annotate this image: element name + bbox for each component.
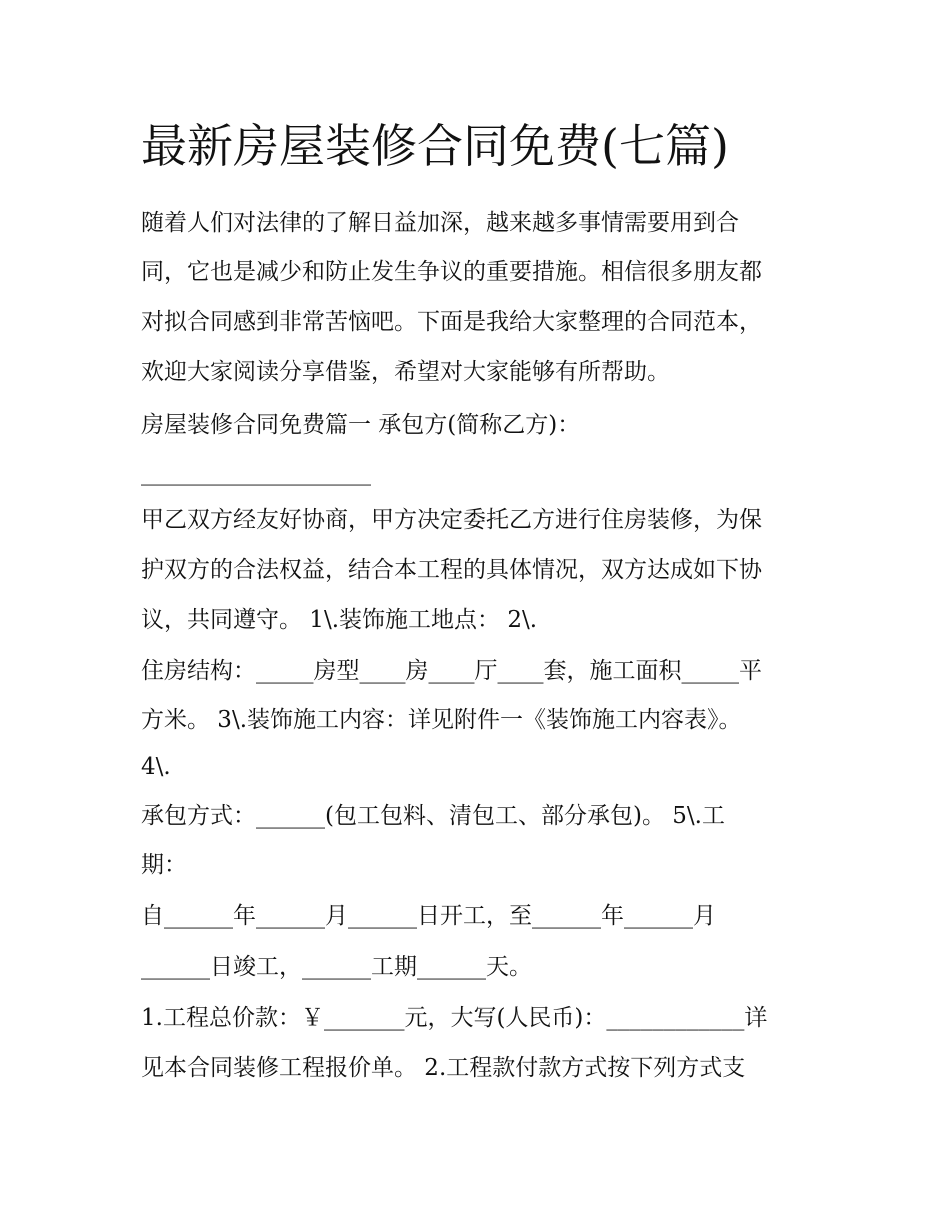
text-line: 议，共同遵守。 1\.装饰施工地点： 2\. [141,607,538,633]
text-line: 同，它也是减少和防止发生争议的重要措施。相信很多朋友都 [141,259,762,285]
text-line: 见本合同装修工程报价单。 2.工程款付款方式按下列方式支 [141,1055,746,1081]
text-line: 住房结构：_____房型____房____厅____套，施工面积_____平 [141,658,762,684]
text-line: 对拟合同感到非常苦恼吧。下面是我给大家整理的合同范本， [141,309,762,335]
text-line: 4\. [141,754,171,780]
document-title: 最新房屋装修合同免费(七篇) [141,119,729,173]
text-line: 承包方式：______(包工包料、清包工、部分承包)。 5\.工 [141,803,725,829]
text-line: ______日竣工，______工期______天。 [141,954,532,980]
text-line: 方米。 3\.装饰施工内容：详见附件一《装饰施工内容表》。 [141,707,742,733]
text-line: 随着人们对法律的了解日益加深，越来越多事情需要用到合 [141,210,739,236]
text-line: 房屋装修合同免费篇一 承包方(简称乙方)： [141,412,581,438]
text-line: 期： [141,852,187,878]
text-line: 护双方的合法权益，结合本工程的具体情况，双方达成如下协 [141,557,762,583]
text-line: 自______年______月______日开工，至______年______月 [141,903,716,929]
text-line: 甲乙双方经友好协商，甲方决定委托乙方进行住房装修，为保 [141,507,762,533]
text-line: 欢迎大家阅读分享借鉴，希望对大家能够有所帮助。 [141,359,670,385]
signature-blank-line: ____________________ [141,460,371,486]
text-line: 1.工程总价款：￥_______元，大写(人民币)：____________详 [141,1005,768,1031]
